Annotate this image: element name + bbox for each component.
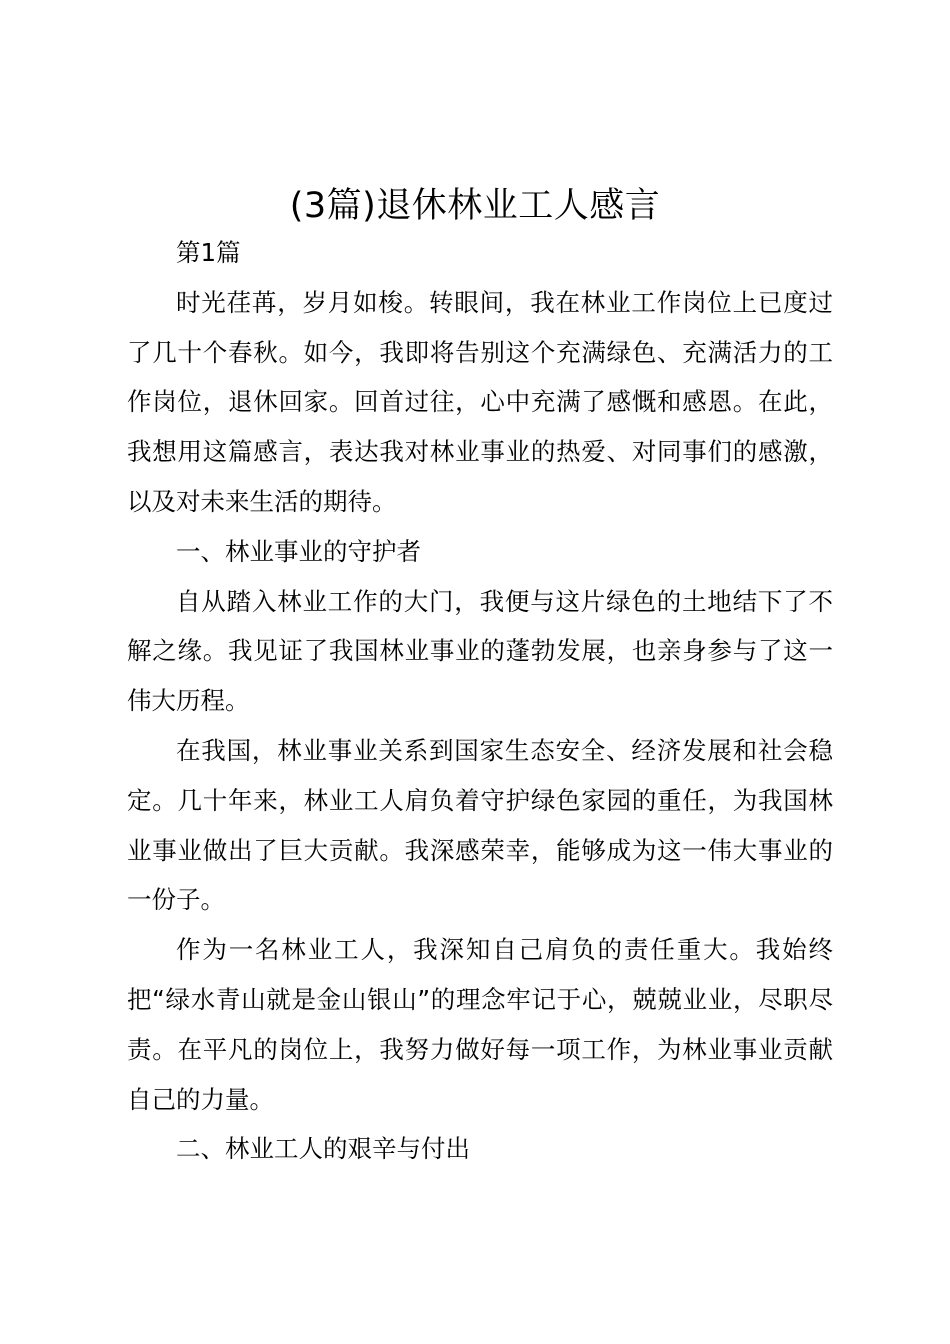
paragraph-intro: 时光荏苒，岁月如梭。转眼间，我在林业工作岗位上已度过了几十个春秋。如今，我即将告别这个充满绿色、充满活力的工作岗位，退休回家。回首过往，心中充满了感慨和感恩。在此，我想用这篇感言，表达我对林业事业的热爱、对同事们的感激，以及对未来生活的期待。 [127,287,833,516]
paragraph-1: 自从踏入林业工作的大门，我便与这片绿色的土地结下了不解之缘。我见证了我国林业事业的蓬勃发展，也亲身参与了这一伟大历程。 [127,586,833,716]
section-heading-2: 二、林业工人的艰辛与付出 [176,1134,470,1164]
document-title: (3篇)退休林业工人感言 [289,186,661,226]
section-label: 第1篇 [176,238,241,267]
paragraph-2: 在我国，林业事业关系到国家生态安全、经济发展和社会稳定。几十年来，林业工人肩负着守护绿色家园的重任，为我国林业事业做出了巨大贡献。我深感荣幸，能够成为这一伟大事业的一份子。 [127,735,833,915]
paragraph-3: 作为一名林业工人，我深知自己肩负的责任重大。我始终把“绿水青山就是金山银山”的理念牢记于心，兢兢业业，尽职尽责。在平凡的岗位上，我努力做好每一项工作，为林业事业贡献自己的力量。 [127,935,833,1114]
section-heading-1: 一、林业事业的守护者 [176,536,421,566]
document-body [127,228,833,1174]
